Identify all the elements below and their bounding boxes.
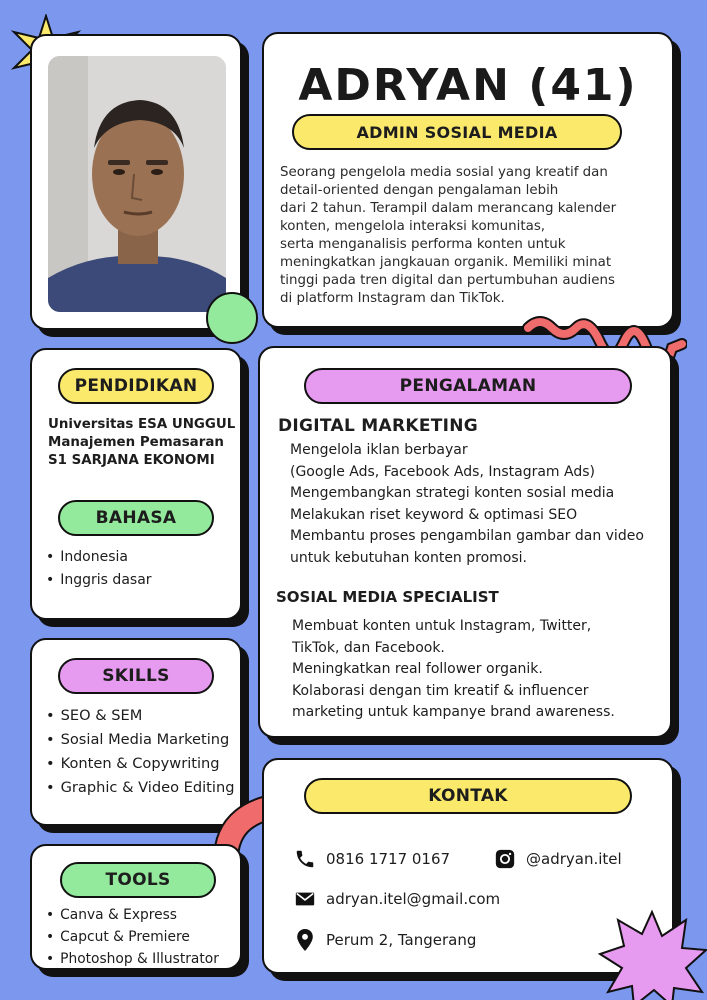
tools-card	[30, 844, 242, 970]
tools-heading: TOOLS	[60, 862, 216, 898]
profile-summary	[280, 164, 640, 308]
job-line: Meningkatkan real follower organik.	[292, 661, 543, 677]
tools-list	[46, 904, 219, 970]
profile-photo	[48, 56, 226, 312]
education-card	[30, 348, 242, 620]
education-details	[48, 416, 235, 470]
job-line: marketing untuk kampanye brand awareness.	[292, 704, 615, 720]
job-line: Mengelola iklan berbayar	[290, 442, 468, 458]
job-line: untuk kebutuhan konten promosi.	[290, 549, 527, 566]
list-item: • Indonesia	[46, 546, 152, 569]
role-badge: ADMIN SOSIAL MEDIA	[292, 114, 622, 150]
list-item: • Sosial Media Marketing	[46, 728, 234, 752]
photo-card	[30, 34, 242, 330]
circle-decoration-icon	[204, 290, 260, 346]
contact-phone	[294, 848, 450, 870]
contact-email	[294, 888, 500, 910]
skills-card	[30, 638, 242, 826]
list-item: • Photoshop & Illustrator	[46, 948, 219, 970]
summary-line: Seorang pengelola media sosial yang kreatif dan	[280, 165, 608, 180]
summary-line: dari 2 tahun. Terampil dalam merancang kalender	[280, 201, 617, 216]
header-card	[262, 32, 674, 328]
list-item: • Capcut & Premiere	[46, 926, 219, 948]
job-line: Membantu proses pengambilan gambar dan video	[290, 528, 644, 544]
list-item: • Inggris dasar	[46, 569, 152, 592]
list-item: • Konten & Copywriting	[46, 752, 234, 776]
job-line: Melakukan riset keyword & optimasi SEO	[290, 506, 578, 523]
job-line: TikTok, dan Facebook.	[292, 639, 445, 656]
job-title: DIGITAL MARKETING	[278, 416, 479, 436]
skills-list	[46, 704, 234, 800]
job-title: SOSIAL MEDIA SPECIALIST	[276, 588, 499, 606]
summary-line: meningkatkan jangkauan organik. Memiliki minat	[280, 255, 612, 270]
list-item: • Graphic & Video Editing	[46, 776, 234, 800]
language-heading: BAHASA	[58, 500, 214, 536]
list-item: • SEO & SEM	[46, 704, 234, 728]
job-line: Kolaborasi dengan tim kreatif & influencer	[292, 682, 589, 699]
phone-number: 0816 1717 0167	[326, 850, 451, 868]
person-name: ADRYAN (41)	[298, 60, 638, 111]
job-description	[290, 440, 644, 569]
experience-card	[258, 346, 672, 738]
instagram-handle: @adryan.itel	[526, 850, 622, 868]
education-line: Universitas ESA UNGGUL	[48, 417, 236, 432]
contact-heading: KONTAK	[304, 778, 632, 814]
summary-line: detail-oriented dengan pengalaman lebih	[280, 183, 559, 198]
phone-icon	[294, 848, 316, 870]
list-item: • Canva & Express	[46, 904, 219, 926]
contact-location	[294, 928, 476, 952]
job-line: (Google Ads, Facebook Ads, Instagram Ads)	[290, 463, 595, 480]
language-list	[46, 546, 152, 592]
instagram-icon	[494, 848, 516, 870]
job-line: Mengembangkan strategi konten sosial media	[290, 485, 615, 501]
experience-heading: PENGALAMAN	[304, 368, 632, 404]
location-text: Perum 2, Tangerang	[326, 931, 477, 949]
contact-instagram	[494, 848, 622, 870]
education-heading: PENDIDIKAN	[58, 368, 214, 404]
education-line: S1 SARJANA EKONOMI	[48, 453, 215, 468]
summary-line: tinggi pada tren digital dan pertumbuhan audiens	[280, 273, 615, 288]
summary-line: konten, mengelola interaksi komunitas,	[280, 219, 546, 234]
email-icon	[294, 888, 316, 910]
summary-line: di platform Instagram dan TikTok.	[280, 291, 505, 306]
location-pin-icon	[294, 928, 316, 952]
starburst-decoration-icon	[594, 906, 707, 1000]
education-line: Manajemen Pemasaran	[48, 435, 224, 450]
job-description	[292, 616, 615, 724]
job-line: Membuat konten untuk Instagram, Twitter,	[292, 618, 592, 634]
skills-heading: SKILLS	[58, 658, 214, 694]
summary-line: serta menganalisis performa konten untuk	[280, 237, 566, 252]
email-address: adryan.itel@gmail.com	[326, 890, 501, 908]
